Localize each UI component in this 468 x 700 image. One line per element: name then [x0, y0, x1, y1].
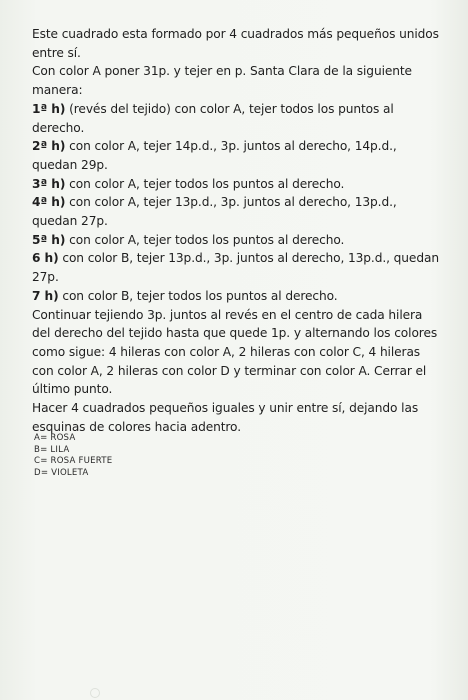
row-label: 3ª h) — [32, 176, 66, 191]
row-5 — [32, 231, 444, 250]
legend-item-d: D= VIOLETA — [34, 467, 89, 478]
row-text: con color B, tejer 13p.d., 3p. juntos al derecho, 13p.d., quedan 27p. — [32, 251, 439, 285]
legend-item-c: C= ROSA FUERTE — [34, 456, 113, 467]
row-text: con color A, tejer 13p.d., 3p. juntos al derecho, 13p.d., quedan 27p. — [32, 195, 397, 229]
row-3 — [32, 175, 444, 194]
row-label: 6 h) — [32, 251, 59, 266]
row-label: 1ª h) — [32, 101, 66, 116]
row-1 — [32, 100, 444, 137]
row-7 — [32, 287, 444, 306]
row-text: con color B, tejer todos los puntos al derecho. — [58, 288, 338, 303]
finish-paragraph: Hacer 4 cuadrados pequeños iguales y unir entre sí, dejando las esquinas de colores hacia adentro. — [32, 401, 419, 434]
row-label: 4ª h) — [32, 195, 66, 210]
row-text: con color A, tejer todos los puntos al derecho. — [65, 176, 345, 191]
row-6 — [32, 249, 444, 286]
row-4 — [32, 193, 444, 230]
intro-paragraph: Este cuadrado esta formado por 4 cuadrados más pequeños unidos entre sí. — [32, 27, 439, 60]
row-text: (revés del tejido) con color A, tejer todos los puntos al derecho. — [32, 101, 394, 135]
row-text: con color A, tejer todos los puntos al derecho. — [65, 232, 345, 247]
instructions-text — [32, 25, 444, 436]
scan-mark — [90, 688, 100, 698]
legend-item-a: A= ROSA — [34, 433, 76, 443]
row-label: 2ª h) — [32, 139, 66, 154]
setup-paragraph: Con color A poner 31p. y tejer en p. Santa Clara de la siguiente manera: — [32, 64, 412, 98]
row-2 — [32, 137, 444, 174]
row-label: 5ª h) — [32, 232, 66, 247]
legend-item-b: B= LILA — [34, 444, 70, 455]
row-text: con color A, tejer 14p.d., 3p. juntos al derecho, 14p.d., quedan 29p. — [32, 139, 397, 172]
continuation-paragraph: Continuar tejiendo 3p. juntos al revés en el centro de cada hilera del derecho del tejido hasta que quede 1p. y alternando los colores como sigue: 4 hileras con color A, 2 hileras con color C, 4 hileras con color A, 2 hileras con color D y terminar con color A. Cerrar el último punto. — [32, 307, 438, 397]
color-legend — [34, 433, 112, 479]
row-label: 7 h) — [32, 288, 59, 303]
